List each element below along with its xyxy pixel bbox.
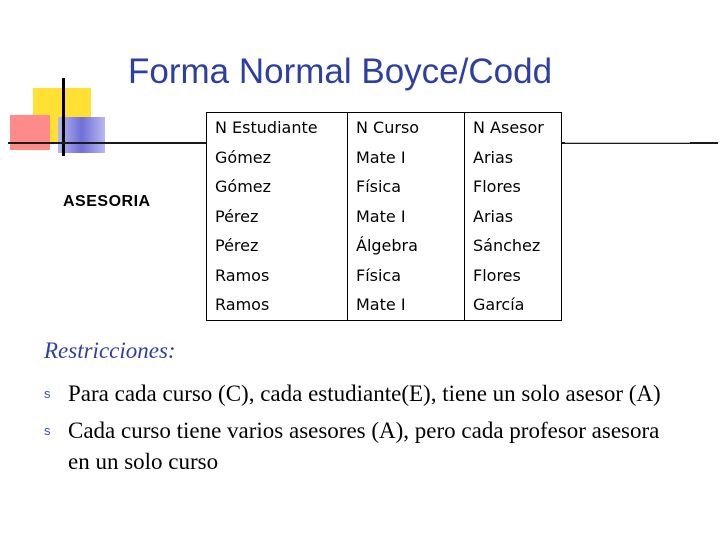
cell-estudiante: Pérez <box>215 206 259 226</box>
list-item <box>44 415 684 477</box>
table-row <box>207 290 562 320</box>
column-header-estudiante: N Estudiante <box>215 118 318 138</box>
cell-curso: Álgebra <box>348 231 465 261</box>
cell-asesor: Sánchez <box>465 231 562 261</box>
table-row <box>207 172 562 202</box>
cell-asesor: Flores <box>465 261 562 291</box>
cell-estudiante: Gómez <box>215 147 272 167</box>
table-row <box>207 261 562 291</box>
restriction-text: Para cada curso (C), cada estudiante(E), tiene un solo asesor (A) <box>68 381 661 406</box>
slide-title: Forma Normal Boyce/Codd <box>128 52 553 91</box>
restrictions-list <box>44 378 684 483</box>
cell-curso: Física <box>348 172 465 202</box>
cell-curso: Mate I <box>348 290 465 320</box>
cell-asesor: Flores <box>465 172 562 202</box>
list-item <box>44 378 684 409</box>
table-header-row <box>207 113 562 143</box>
decor-blue-square <box>58 117 105 153</box>
decor-vertical-line <box>62 78 65 156</box>
bullet-icon: s <box>44 423 51 438</box>
bullet-icon: s <box>44 386 51 401</box>
decor-line-right <box>565 142 690 143</box>
cell-curso: Física <box>348 261 465 291</box>
cell-estudiante: Pérez <box>215 236 259 256</box>
cell-asesor: Arias <box>465 202 562 232</box>
table-row <box>207 143 562 173</box>
cell-curso: Mate I <box>348 202 465 232</box>
decor-red-square <box>10 115 50 150</box>
relation-label: ASESORIA <box>63 193 151 210</box>
cell-curso: Mate I <box>348 143 465 173</box>
cell-estudiante: Ramos <box>215 265 270 285</box>
cell-estudiante: Gómez <box>215 177 272 197</box>
cell-asesor: Arias <box>465 143 562 173</box>
table-row <box>207 202 562 232</box>
table-row <box>207 231 562 261</box>
restriction-text: Cada curso tiene varios asesores (A), pero cada profesor asesora en un solo curso <box>68 418 660 474</box>
cell-asesor: García <box>465 290 562 320</box>
column-header-asesor: N Asesor <box>465 113 562 143</box>
asesoria-table <box>206 112 562 321</box>
restrictions-heading: Restricciones: <box>44 338 176 363</box>
cell-estudiante: Ramos <box>215 295 270 315</box>
column-header-curso: N Curso <box>348 113 465 143</box>
